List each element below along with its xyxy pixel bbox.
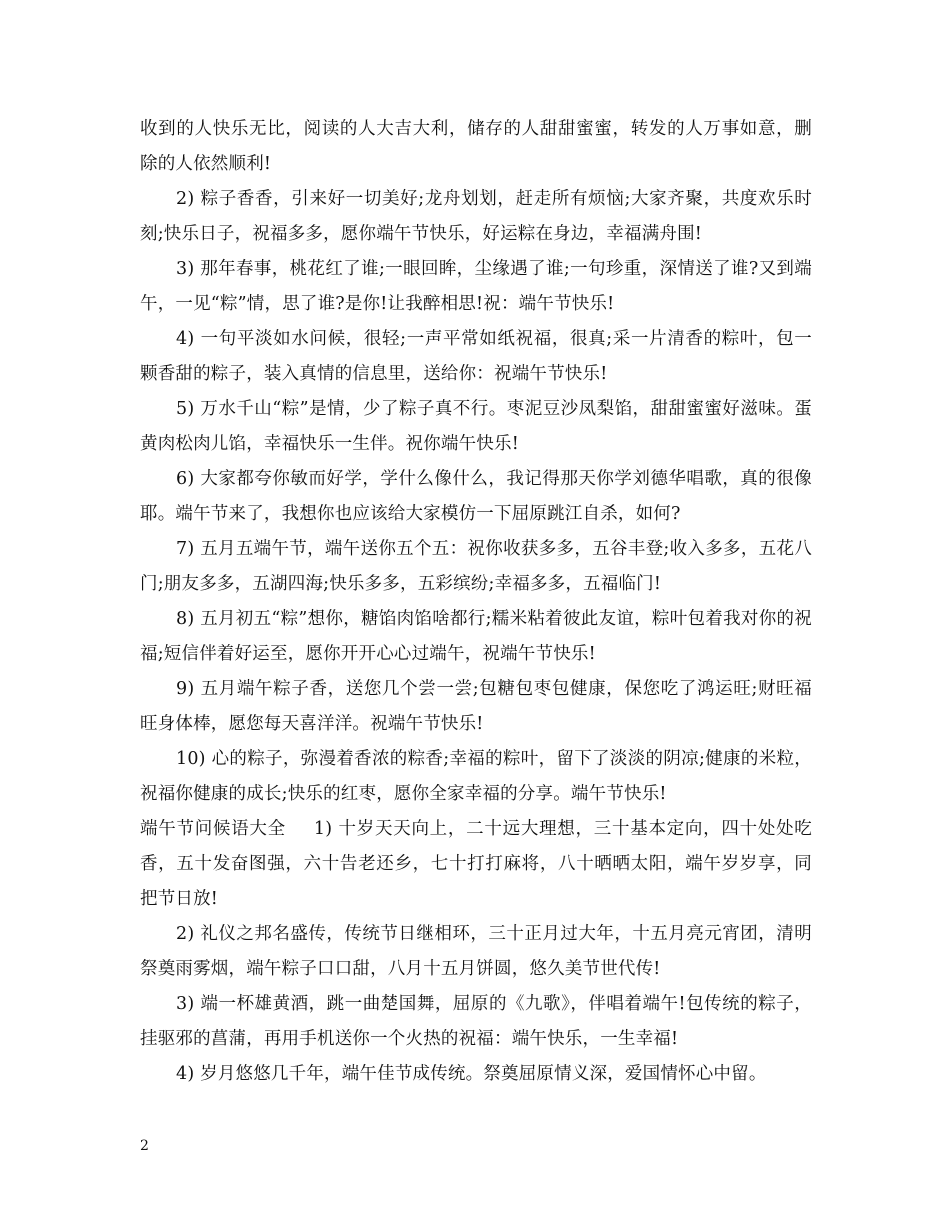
- paragraph: 7) 五月五端午节，端午送你五个五：祝你收获多多，五谷丰登;收入多多，五花八门;朋友多多，五湖四海;快乐多多，五彩缤纷;幸福多多，五福临门!: [140, 539, 812, 594]
- paragraph: 4) 岁月悠悠几千年，端午佳节成传统。祭奠屈原情义深，爱国情怀心中留。: [176, 1064, 767, 1084]
- paragraph-text: 1) 十岁天天向上，二十远大理想，三十基本定向，四十处处吃香，五十发奋图强，六十告老还乡，七十打打麻将，八十晒晒太阳，端午岁岁享，同把节日放!: [140, 819, 812, 909]
- paragraph: 3) 那年春事，桃花红了谁;一眼回眸，尘缘遇了谁;一句珍重，深情送了谁?又到端午，一见“粽”情，思了谁?是你!让我醉相思!祝：端午节快乐!: [140, 259, 812, 314]
- paragraph: 4) 一句平淡如水问候，很轻;一声平常如纸祝福，很真;采一片清香的粽叶，包一颗香甜的粽子，装入真情的信息里，送给你：祝端午节快乐!: [140, 329, 812, 384]
- paragraph: 10) 心的粽子，弥漫着香浓的粽香;幸福的粽叶，留下了淡淡的阴凉;健康的米粒，祝福你健康的成长;快乐的红枣，愿你全家幸福的分享。端午节快乐!: [140, 749, 812, 804]
- paragraph: 5) 万水千山“粽”是情，少了粽子真不行。枣泥豆沙凤梨馅，甜甜蜜蜜好滋味。蛋黄肉松肉儿馅，幸福快乐一生伴。祝你端午快乐!: [140, 399, 812, 454]
- document-body: [140, 112, 812, 1092]
- paragraph: 8) 五月初五“粽”想你，糖馅肉馅啥都行;糯米粘着彼此友谊，粽叶包着我对你的祝福;短信伴着好运至，愿你开开心心过端午，祝端午节快乐!: [140, 609, 812, 664]
- section-heading: 端午节问候语大全: [140, 819, 286, 839]
- paragraph: 2) 粽子香香，引来好一切美好;龙舟划划，赶走所有烦恼;大家齐聚，共度欢乐时刻;快乐日子，祝福多多，愿你端午节快乐，好运粽在身边，幸福满舟围!: [140, 189, 812, 244]
- paragraph: 收到的人快乐无比，阅读的人大吉大利，储存的人甜甜蜜蜜，转发的人万事如意，删除的人依然顺利!: [140, 119, 812, 174]
- paragraph: 2) 礼仪之邦名盛传，传统节日继相环，三十正月过大年，十五月亮元宵团，清明祭奠雨雾烟，端午粽子口口甜，八月十五月饼圆，悠久美节世代传!: [140, 924, 812, 979]
- paragraph: 9) 五月端午粽子香，送您几个尝一尝;包糖包枣包健康，保您吃了鸿运旺;财旺福旺身体棒，愿您每天喜洋洋。祝端午节快乐!: [140, 679, 812, 734]
- page-number: 2: [140, 1138, 149, 1154]
- paragraph: 6) 大家都夸你敏而好学，学什么像什么，我记得那天你学刘德华唱歌，真的很像耶。端午节来了，我想你也应该给大家模仿一下屈原跳江自杀，如何?: [140, 469, 812, 524]
- paragraph-with-heading: [140, 812, 812, 917]
- paragraph: 3) 端一杯雄黄酒，跳一曲楚国舞，屈原的《九歌》，伴唱着端午!包传统的粽子，挂驱邪的菖蒲，再用手机送你一个火热的祝福：端午快乐，一生幸福!: [140, 994, 812, 1049]
